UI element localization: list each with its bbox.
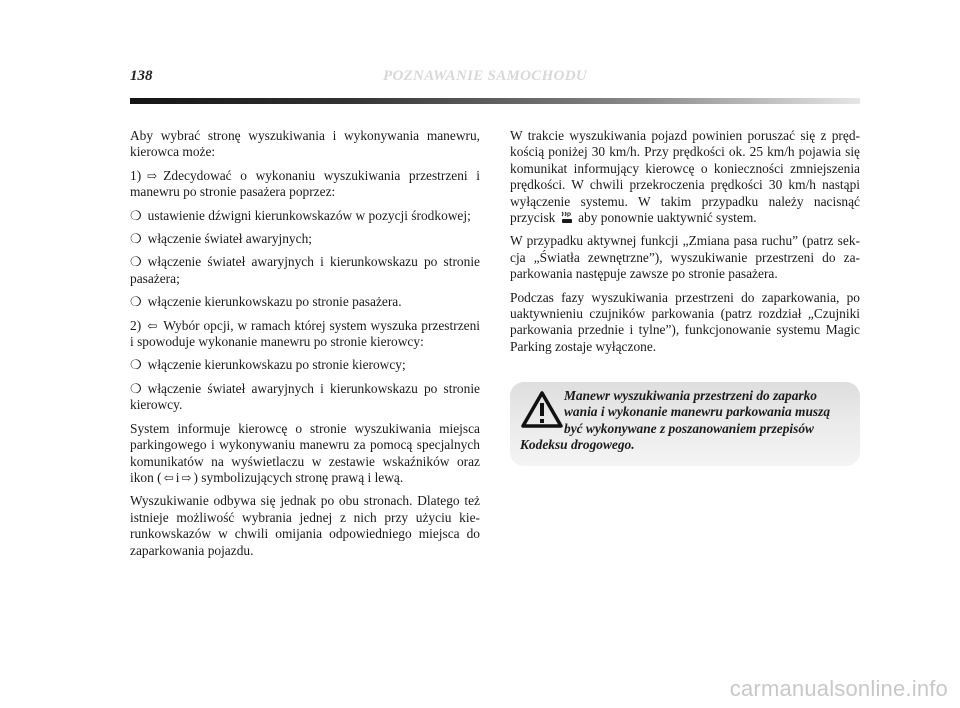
- intro-paragraph: Aby wybrać stronę wyszukiwania i wykonywania manewru, kierowca może:: [130, 128, 480, 160]
- warning-box: [510, 382, 860, 466]
- right-column: [510, 128, 860, 362]
- option-1-paragraph: [130, 168, 480, 201]
- list-item: ❍ włączenie świateł awaryjnych i kierunkowskazu po stronie pasażera;: [130, 254, 480, 286]
- arrow-right-outline-icon: ⇨: [147, 168, 158, 183]
- list-item: ❍ włączenie kierunkowskazu po stronie pasażera.: [130, 294, 402, 310]
- circle-bullet-icon: ❍: [130, 294, 142, 310]
- page-number: 138: [130, 68, 153, 84]
- circle-bullet-icon: ❍: [130, 231, 142, 247]
- option-1-number: 1): [130, 167, 142, 183]
- option-1-text: Zdecydować o wykonaniu wyszukiwania przestrzeni i manewru po stronie pasażera poprzez:: [130, 167, 480, 200]
- circle-bullet-icon: ❍: [130, 254, 142, 270]
- option-2-paragraph: [130, 318, 480, 351]
- header-rule: [130, 98, 860, 104]
- list-item: ❍ włączenie świateł awaryjnych i kierunkowskazu po stronie kierowcy.: [130, 380, 480, 413]
- arrow-right-outline-icon: ⇨: [181, 470, 192, 485]
- left-column: [130, 128, 480, 566]
- arrow-left-outline-icon: ⇦: [147, 318, 158, 333]
- circle-bullet-icon: ❍: [130, 207, 142, 223]
- option-2-text: Wybór opcji, w ramach której system wyszuka przestrzeni i spowoduje wykonanie manewru po stronie kierowcy:: [130, 317, 480, 350]
- list-item: ❍ włączenie świateł awaryjnych;: [130, 231, 312, 247]
- watermark: carmanualsonline.info: [729, 676, 948, 701]
- system-info-paragraph: System informuje kierowcę o stronie wyszukiwania miejsca parkingowego i wykonywaniu manewru za pomocą specjalnych komunikatów na wyświetlaczu w zestawie wskaźników oraz ikon ( ⇦ i ⇨ ) symbolizujących stronę prawą i lewą.: [130, 420, 480, 485]
- list-item: ❍ ustawienie dźwigni kierunkowskazów w pozycji środkowej;: [130, 207, 471, 223]
- search-both-sides-paragraph: Wyszukiwanie odbywa się jednak po obu stronach. Dlatego też istnieje możliwość wybrania jednej z nich przy użyciu kierunkowskazów w chwili omijania odpowiedniego miejsca do zaparkowania pojazdu.: [130, 493, 480, 558]
- arrow-left-outline-icon: ⇦: [163, 470, 174, 485]
- list-item: ❍ włączenie kierunkowskazu po stronie kierowcy;: [130, 357, 406, 373]
- lane-change-paragraph: W przypadku aktywnej funkcji „Zmiana pasa ruchu” (patrz sekcja „Światła zewnętrzne”), wyszukiwanie przestrzeni do zaparkowania następuje zawsze po stronie pasażera.: [510, 233, 860, 282]
- warning-text: Manewr wyszukiwania przestrzeni do zaparko wania i wykonanie manewru parkowania muszą być wykonywane z poszanowaniem przepisów Kodeksu drogowego.: [520, 388, 831, 453]
- circle-bullet-icon: ❍: [130, 380, 142, 396]
- parking-sensor-icon: [561, 211, 573, 224]
- speed-paragraph: W trakcie wyszukiwania pojazd powinien poruszać się z prędkością poniżej 30 km/h. Przy prędkości ok. 25 km/h pojawia się komunikat informujący kierowcę o konieczności zmniejszenia prędkości. W chwili przekroczenia prędkości 30 km/h nastąpi wyłączenie systemu. W takim przypadku należy nacisnąć przycisk P aby ponownie uaktywnić system.: [510, 128, 860, 226]
- running-title: POZNAWANIE SAMOCHODU: [383, 68, 587, 84]
- svg-text:P: P: [566, 213, 571, 220]
- parking-sensors-paragraph: Podczas fazy wyszukiwania przestrzeni do zaparkowania, po uaktywnieniu czujników parkowania (patrz rozdział „Czujniki parkowania przednie i tylne”), funkcjonowanie systemu Magic Parking zostaje wyłączone.: [510, 289, 860, 354]
- option-2-number: 2): [130, 317, 142, 333]
- circle-bullet-icon: ❍: [130, 357, 142, 373]
